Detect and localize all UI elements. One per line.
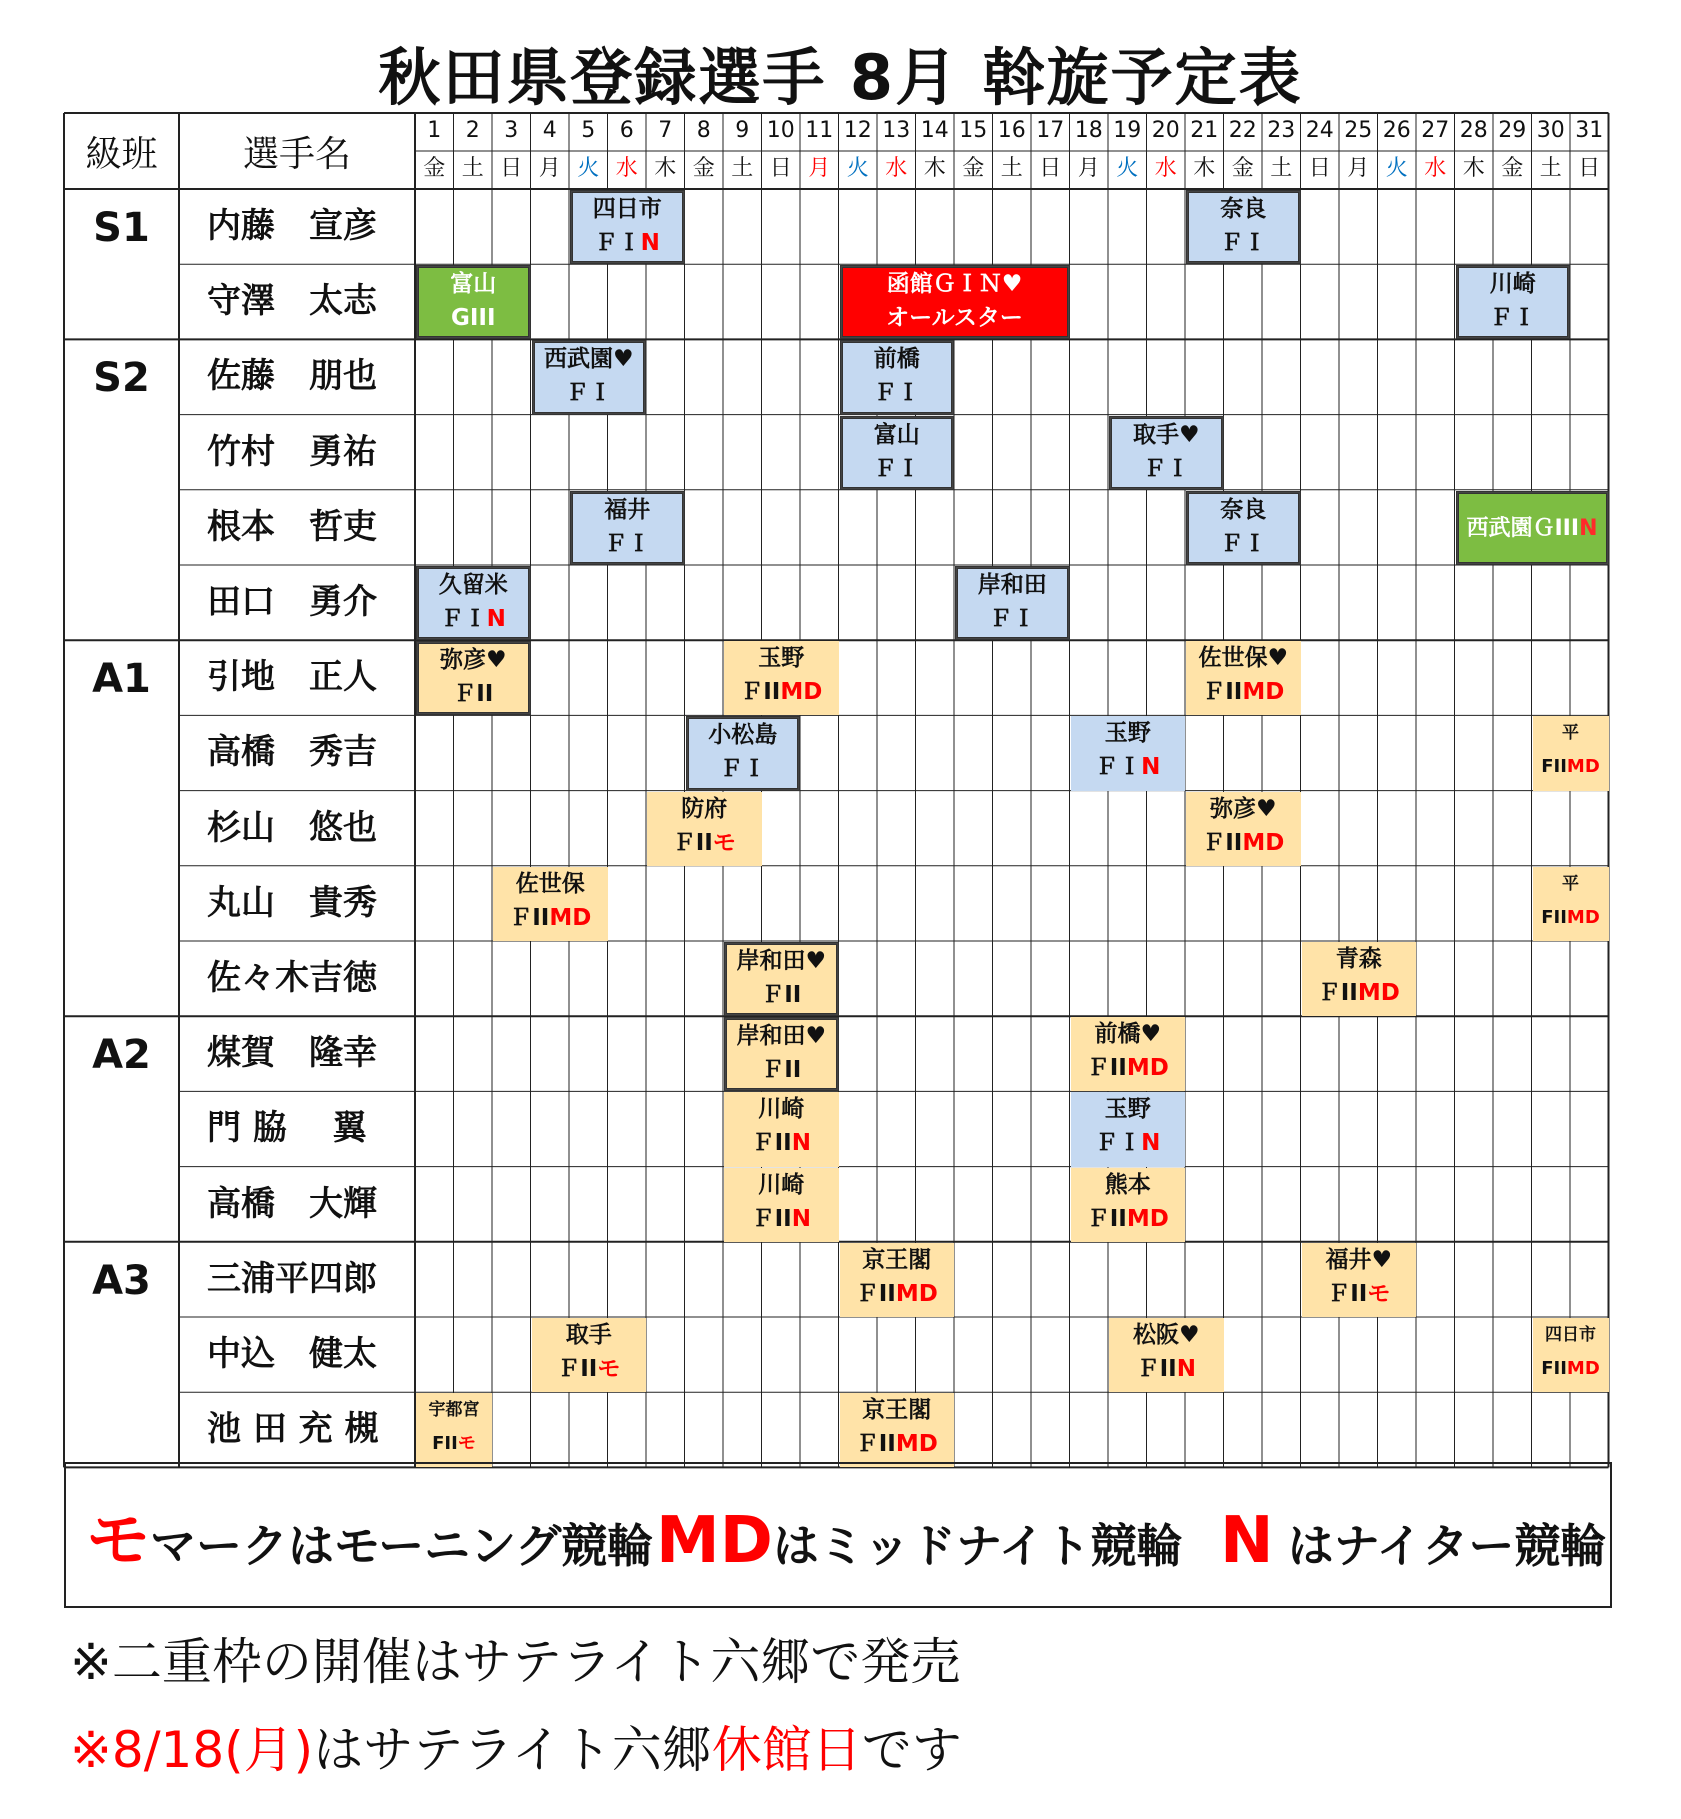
weekday-label: 月 [538, 156, 561, 181]
day-number: 25 [1344, 118, 1373, 143]
event-grade: ＦIIN [751, 1130, 811, 1157]
weekday-label: 土 [461, 156, 484, 181]
event-grade: FIIMD [1541, 1358, 1600, 1379]
day-number: 16 [997, 118, 1026, 143]
event-venue: 佐世保 [515, 870, 585, 897]
event-venue: 岸和田♥ [736, 948, 827, 974]
event-grade: ＦIIモ [557, 1356, 621, 1382]
legend-midnight-text: はミッドナイト競輪 [772, 1519, 1183, 1573]
event-grade: ＦIIMD [1086, 1205, 1169, 1232]
event-venue: 西武園ＧIIIN [1466, 515, 1598, 541]
event-grade: ＦIIN [1136, 1356, 1196, 1382]
day-number: 9 [735, 118, 750, 143]
day-number: 31 [1575, 118, 1604, 143]
weekday-label: 日 [769, 156, 792, 181]
event-venue: 岸和田♥ [736, 1023, 827, 1050]
day-number: 12 [843, 118, 872, 143]
event-block [840, 1243, 955, 1317]
day-number: 8 [696, 118, 711, 143]
name-column-header: 選手名 [242, 133, 351, 175]
event-venue: 防府 [681, 795, 728, 822]
rider-name: 池 田 充 槻 [207, 1409, 379, 1450]
event-grade: ＦII [761, 1057, 802, 1084]
event-block [1302, 942, 1417, 1016]
weekday-label: 水 [1424, 156, 1447, 181]
event-mark: N [1141, 754, 1161, 781]
weekday-label: 火 [846, 156, 869, 181]
class-label: S2 [93, 355, 150, 402]
weekday-label: 土 [1270, 156, 1293, 181]
event-venue: 福井 [604, 496, 651, 523]
weekday-label: 水 [615, 156, 638, 181]
event-mark: MD [895, 1431, 938, 1458]
event-grade: ＦIIMD [1202, 829, 1285, 856]
class-label: A3 [92, 1257, 151, 1304]
event-venue: 佐世保♥ [1198, 645, 1289, 672]
weekday-label: 土 [731, 156, 754, 181]
event-block [1533, 1318, 1609, 1392]
event-mark: MD [1126, 1055, 1169, 1082]
event-mark: MD [1126, 1205, 1169, 1232]
weekday-label: 火 [577, 156, 600, 181]
event-venue: 奈良 [1220, 496, 1267, 523]
event-grade: ＦIIMD [740, 679, 823, 706]
rider-name: 高橋 大輝 [207, 1183, 377, 1224]
event-grade: ＦＩ [873, 455, 920, 482]
event-block [1186, 190, 1301, 264]
rider-name: 内藤 宣彦 [207, 206, 377, 246]
event-venue: 小松島 [708, 722, 778, 749]
day-number: 21 [1190, 118, 1219, 143]
note-closed-suffix: です [861, 1721, 962, 1779]
event-venue: 岸和田 [977, 572, 1047, 598]
weekday-label: 日 [1039, 156, 1062, 181]
event-venue: 川崎 [758, 1171, 805, 1198]
weekday-label: 木 [1462, 156, 1485, 181]
event-block [1071, 1017, 1186, 1091]
note-double-frame: ※二重枠の開催はサテライト六郷で発売 [70, 1633, 961, 1691]
event-block [1071, 1168, 1186, 1242]
rider-name: 佐藤 朋也 [207, 356, 377, 397]
event-venue: 前橋♥ [1094, 1021, 1162, 1048]
event-venue: 取手♥ [1132, 421, 1200, 448]
day-number: 15 [959, 118, 988, 143]
weekday-label: 火 [1385, 156, 1408, 181]
weekday-label: 日 [1578, 156, 1601, 181]
event-venue: 玉野 [758, 645, 805, 672]
event-grade: ＦＩ [1220, 230, 1267, 256]
event-block [532, 340, 647, 414]
event-block [724, 641, 839, 715]
event-block [724, 1092, 839, 1166]
event-grade: ＦＩN [594, 230, 660, 256]
class-label: S1 [93, 205, 150, 251]
legend-midnight-key: MD [656, 1504, 773, 1578]
note-closed-date: ※8/18(月) [70, 1721, 314, 1779]
event-grade: ＦＩ [1220, 530, 1267, 557]
event-venue: 四日市 [1545, 1325, 1596, 1345]
event-venue: 取手 [565, 1322, 612, 1348]
page-title: 秋田県登録選手 8月 斡旋予定表 [378, 41, 1303, 114]
event-grade: ＦII [453, 681, 494, 708]
weekday-label: 金 [423, 156, 446, 181]
event-venue: 宇都宮 [428, 1400, 480, 1421]
event-mark: N [791, 1130, 811, 1157]
event-block [1109, 1318, 1224, 1392]
weekday-label: 火 [1116, 156, 1139, 181]
event-mark: モ [712, 829, 736, 856]
event-grade: ＦIIN [751, 1205, 811, 1232]
weekday-label: 土 [1000, 156, 1023, 181]
note-closed-day [70, 1718, 962, 1782]
event-block [955, 566, 1070, 640]
day-number: 1 [427, 118, 442, 143]
day-number: 28 [1459, 118, 1488, 143]
event-venue: 川崎 [758, 1096, 805, 1123]
event-block [416, 265, 531, 339]
event-block [686, 716, 801, 790]
event-grade: FIIMD [1541, 906, 1600, 928]
event-block [1071, 716, 1186, 790]
weekday-label: 木 [654, 156, 677, 181]
event-block [416, 641, 531, 715]
event-grade: ＦIIモ [1327, 1280, 1391, 1307]
rider-name: 丸山 貴秀 [207, 882, 377, 923]
event-grade: ＦIIMD [855, 1431, 938, 1458]
event-block [1456, 265, 1571, 339]
legend-morning-text: マークはモーニング競輪 [150, 1519, 654, 1573]
event-grade: ＦIIMD [1317, 980, 1400, 1006]
event-block [1302, 1243, 1417, 1317]
rider-name: 田口 勇介 [207, 582, 377, 622]
rider-name: 高橋 秀吉 [207, 732, 377, 773]
event-venue: 平 [1562, 723, 1579, 744]
event-block [840, 1393, 955, 1467]
event-block [570, 190, 685, 264]
event-venue: 久留米 [438, 572, 508, 598]
event-venue: 松阪♥ [1132, 1322, 1200, 1348]
weekday-label: 月 [1077, 156, 1100, 181]
weekday-label: 土 [1539, 156, 1562, 181]
day-number: 27 [1421, 118, 1450, 143]
event-mark: N [1141, 1130, 1161, 1157]
event-block [532, 1318, 647, 1392]
note-closed-label: 休館日 [711, 1721, 862, 1779]
weekday-label: 金 [692, 156, 715, 181]
event-venue: 奈良 [1220, 196, 1267, 222]
event-mark: MD [895, 1280, 938, 1307]
day-number: 17 [1036, 118, 1065, 143]
event-block [840, 265, 1070, 339]
event-venue: 玉野 [1104, 720, 1151, 747]
class-label: A1 [92, 656, 151, 703]
rider-name: 中込 健太 [207, 1334, 377, 1374]
event-grade: ＦIIMD [1202, 679, 1285, 706]
day-number: 11 [805, 118, 834, 143]
day-number: 13 [882, 118, 911, 143]
event-block [724, 1168, 839, 1242]
weekday-label: 金 [1501, 156, 1524, 181]
event-venue: 川崎 [1489, 271, 1536, 298]
event-grade: FIIMD [1541, 756, 1600, 778]
event-grade: ＦＩ [873, 380, 920, 407]
day-number: 24 [1305, 118, 1334, 143]
event-block [1186, 792, 1301, 866]
weekday-label: 木 [923, 156, 946, 181]
event-grade: ＦＩ [1143, 455, 1190, 482]
event-mark: モ [457, 1433, 476, 1455]
event-venue: 京王閣 [862, 1397, 932, 1424]
day-number: 18 [1074, 118, 1103, 143]
event-venue: 熊本 [1104, 1171, 1151, 1198]
day-number: 2 [465, 118, 480, 143]
rider-name: 根本 哲吏 [207, 506, 377, 547]
day-number: 5 [581, 118, 596, 143]
event-block [1186, 491, 1301, 565]
event-grade: GIII [450, 305, 496, 332]
event-block [1071, 1092, 1186, 1166]
event-grade: ＦIIモ [672, 829, 736, 856]
event-mark: MD [549, 904, 592, 931]
legend [64, 1462, 1612, 1608]
day-number: 30 [1536, 118, 1565, 143]
rider-name: 杉山 悠也 [207, 807, 377, 848]
day-number: 3 [504, 118, 519, 143]
weekday-label: 木 [1193, 156, 1216, 181]
event-grade: ＦII [761, 982, 802, 1008]
day-number: 20 [1151, 118, 1180, 143]
rider-name: 門 脇 翼 [207, 1108, 367, 1149]
rider-name: 佐々木吉徳 [207, 958, 377, 998]
event-block [416, 1393, 492, 1467]
weekday-label: 月 [1347, 156, 1370, 181]
class-label: A2 [92, 1032, 151, 1079]
event-block [1109, 416, 1224, 490]
event-mark: N [791, 1205, 811, 1232]
day-number: 23 [1267, 118, 1296, 143]
event-block [724, 942, 839, 1016]
event-mark: N [486, 606, 506, 632]
weekday-label: 日 [1308, 156, 1331, 181]
rider-name: 三浦平四郎 [207, 1258, 377, 1299]
event-grade: ＦIIMD [855, 1280, 938, 1307]
event-grade: オールスター [886, 305, 1023, 332]
weekday-label: 月 [808, 156, 831, 181]
event-venue: 弥彦♥ [1209, 795, 1277, 822]
event-grade: FIIモ [432, 1433, 476, 1455]
event-venue: 西武園♥ [543, 346, 634, 373]
event-grade: ＦＩN [440, 606, 506, 632]
weekday-label: 水 [885, 156, 908, 181]
day-number: 4 [542, 118, 557, 143]
event-block [1533, 716, 1609, 790]
event-venue: 京王閣 [862, 1246, 932, 1273]
event-mark: MD [1242, 679, 1285, 706]
legend-night-text: はナイター競輪 [1287, 1519, 1607, 1573]
event-venue: 富山 [450, 271, 497, 298]
note-closed-venue: はサテライト六郷 [313, 1721, 712, 1779]
event-mark: モ [597, 1356, 621, 1382]
event-venue: 福井♥ [1325, 1246, 1393, 1273]
day-number: 29 [1498, 118, 1527, 143]
legend-night [1220, 1506, 1606, 1581]
event-grade: ＦＩ [1489, 305, 1536, 332]
event-block [840, 416, 955, 490]
event-venue: 富山 [873, 421, 920, 448]
event-grade: ＦＩN [1095, 754, 1161, 781]
event-block [647, 792, 762, 866]
legend-morning-key: モ [86, 1504, 150, 1578]
event-block [1533, 867, 1609, 941]
event-mark: MD [1357, 980, 1400, 1006]
event-venue: 玉野 [1104, 1096, 1151, 1123]
event-mark: N [1176, 1356, 1196, 1382]
legend-morning [86, 1506, 653, 1581]
day-number: 10 [766, 118, 795, 143]
event-block [493, 867, 608, 941]
day-number: 6 [619, 118, 634, 143]
weekday-label: 金 [1231, 156, 1254, 181]
rider-name: 引地 正人 [207, 657, 377, 698]
event-mark: N [640, 230, 660, 256]
rider-name: 煤賀 隆幸 [207, 1033, 377, 1074]
event-venue: 函館ＧＩＮ♥ [886, 271, 1023, 298]
event-grade: ＦＩN [1095, 1130, 1161, 1157]
event-block [840, 340, 955, 414]
legend-midnight [656, 1506, 1183, 1581]
class-column-header: 級班 [85, 133, 158, 175]
day-number: 19 [1113, 118, 1142, 143]
event-grade: ＦIIMD [509, 904, 592, 931]
event-mark: MD [1566, 756, 1600, 778]
event-venue: 弥彦♥ [439, 647, 507, 674]
event-mark: MD [1566, 906, 1600, 928]
event-grade: ＦIIMD [1086, 1055, 1169, 1082]
rider-name: 守澤 太志 [207, 281, 377, 322]
event-block [1186, 641, 1301, 715]
event-venue: 平 [1562, 873, 1579, 894]
rider-name: 竹村 勇祐 [207, 431, 377, 472]
day-number: 26 [1382, 118, 1411, 143]
event-grade: ＦＩ [989, 606, 1036, 632]
day-number: 7 [658, 118, 673, 143]
day-number: 22 [1228, 118, 1257, 143]
event-grade: ＦＩ [719, 756, 766, 783]
event-block [570, 491, 685, 565]
event-mark: MD [780, 679, 823, 706]
event-venue: 前橋 [873, 346, 920, 373]
event-venue: 青森 [1335, 946, 1382, 972]
weekday-label: 水 [1154, 156, 1177, 181]
weekday-label: 金 [962, 156, 985, 181]
legend-night-key: N [1220, 1504, 1274, 1578]
event-mark: N [1579, 515, 1598, 541]
event-mark: MD [1566, 1358, 1600, 1379]
weekday-label: 日 [500, 156, 523, 181]
event-grade: ＦＩ [565, 380, 612, 407]
event-block [724, 1017, 839, 1091]
event-mark: MD [1242, 829, 1285, 856]
day-number: 14 [920, 118, 949, 143]
event-venue: 四日市 [592, 196, 662, 222]
event-block [416, 566, 531, 640]
event-grade: ＦＩ [604, 530, 651, 557]
event-mark: モ [1367, 1280, 1391, 1307]
event-block [1456, 491, 1609, 565]
